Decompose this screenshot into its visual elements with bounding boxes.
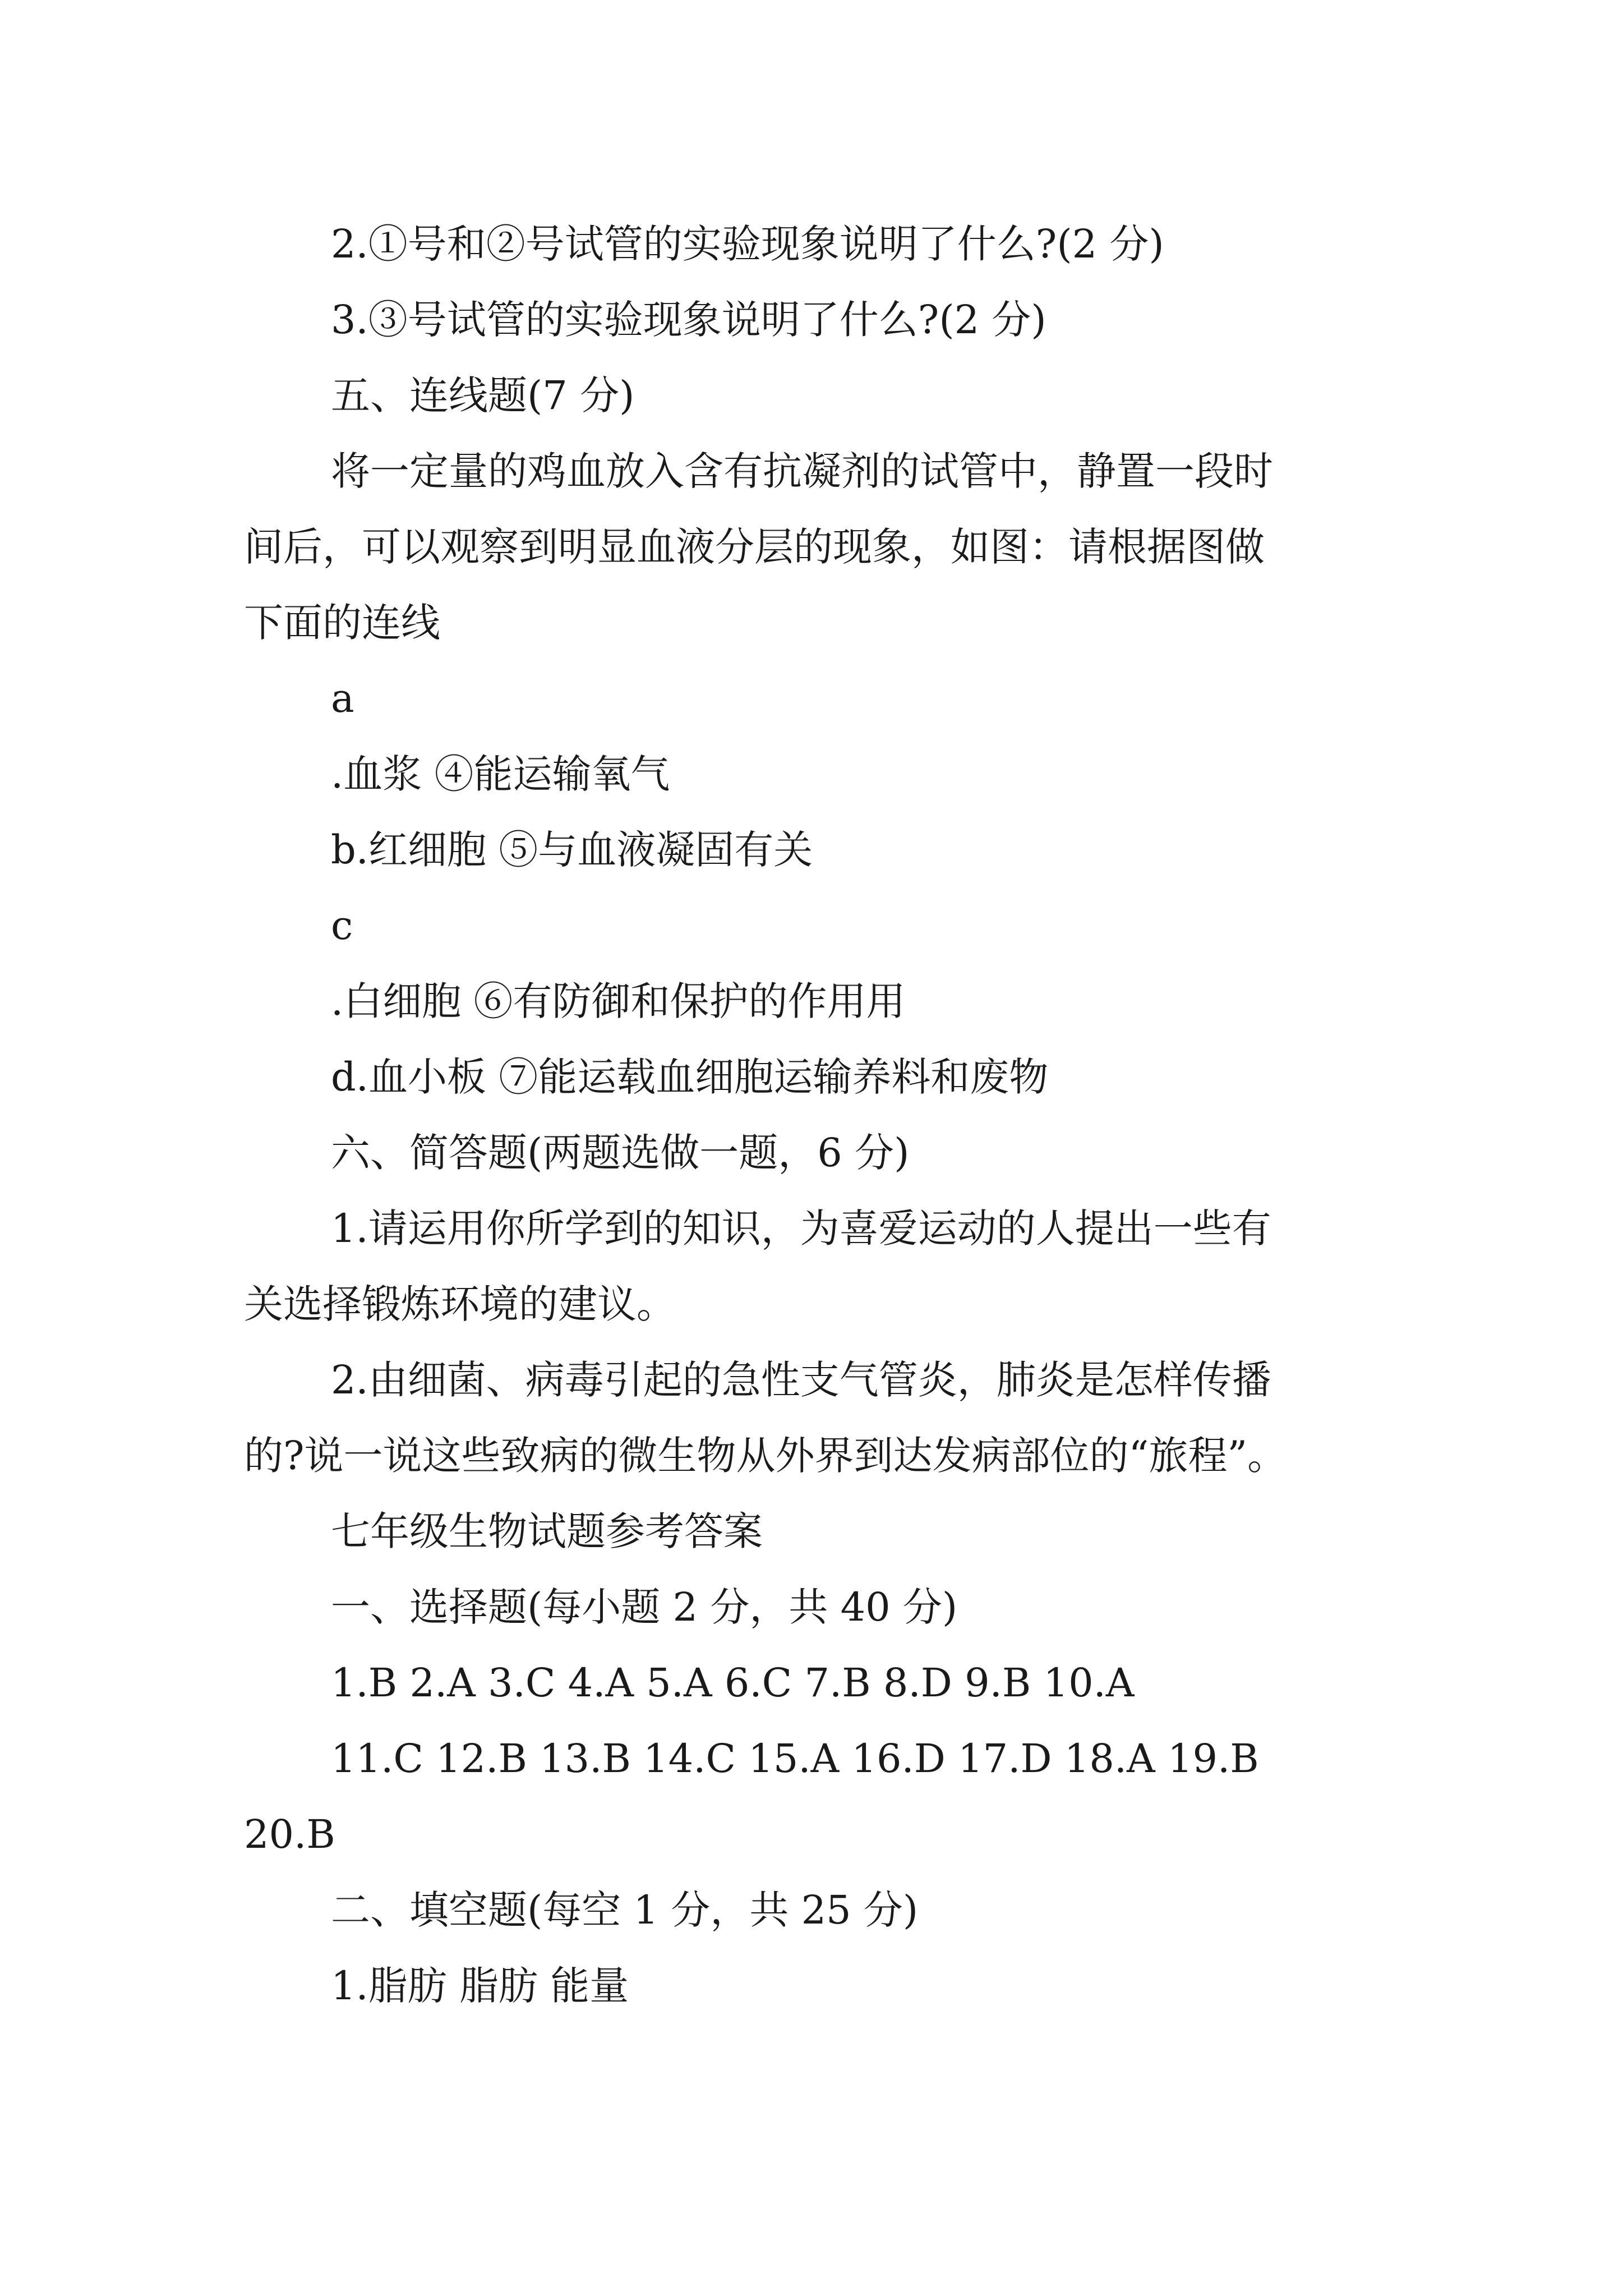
section-heading-short-answer: 六、简答题(两题选做一题，6 分) [331,1130,910,1176]
text-line-sa1-1: 1.请运用你所学到的知识，为喜爱运动的人提出一些有 [331,1205,1271,1251]
text-line-q2: 2.①号和②号试管的实验现象说明了什么?(2 分) [331,221,1164,267]
text-line-option-a: .血浆 ④能运输氧气 [331,751,670,797]
answer-section-choice: 一、选择题(每小题 2 分，共 40 分) [331,1584,958,1630]
text-line-sa1-2: 关选择锻炼环境的建议。 [244,1281,676,1327]
text-line-sa2-1: 2.由细菌、病毒引起的急性支气管炎，肺炎是怎样传播 [331,1357,1271,1403]
answer-section-fill: 二、填空题(每空 1 分，共 25 分) [331,1887,919,1933]
answer-line-choice-3: 20.B [244,1811,335,1857]
answer-key-title: 七年级生物试题参考答案 [331,1508,763,1554]
text-line-option-b: b.红细胞 ⑤与血液凝固有关 [331,827,813,873]
text-line-option-c-letter: c [331,903,353,949]
answer-line-choice-2: 11.C 12.B 13.B 14.C 15.A 16.D 17.D 18.A 19.B [331,1736,1259,1782]
section-heading-matching: 五、连线题(7 分) [331,372,635,418]
text-line-option-a-letter: a [331,675,354,721]
text-line-sa2-2: 的?说一说这些致病的微生物从外界到达发病部位的“旅程”。 [244,1433,1287,1479]
text-line-matching-intro-2: 间后，可以观察到明显血液分层的现象，如图：请根据图做 [244,524,1265,570]
answer-line-choice-1: 1.B 2.A 3.C 4.A 5.A 6.C 7.B 8.D 9.B 10.A [331,1660,1135,1706]
text-line-matching-intro-1: 将一定量的鸡血放入含有抗凝剂的试管中，静置一段时 [331,448,1273,494]
text-line-option-d: d.血小板 ⑦能运载血细胞运输养料和废物 [331,1054,1049,1100]
answer-line-fill-1: 1.脂肪 脂肪 能量 [331,1963,629,2009]
text-line-matching-intro-3: 下面的连线 [244,600,440,646]
text-line-option-c: .白细胞 ⑥有防御和保护的作用用 [331,978,906,1024]
text-line-q3: 3.③号试管的实验现象说明了什么?(2 分) [331,297,1046,343]
